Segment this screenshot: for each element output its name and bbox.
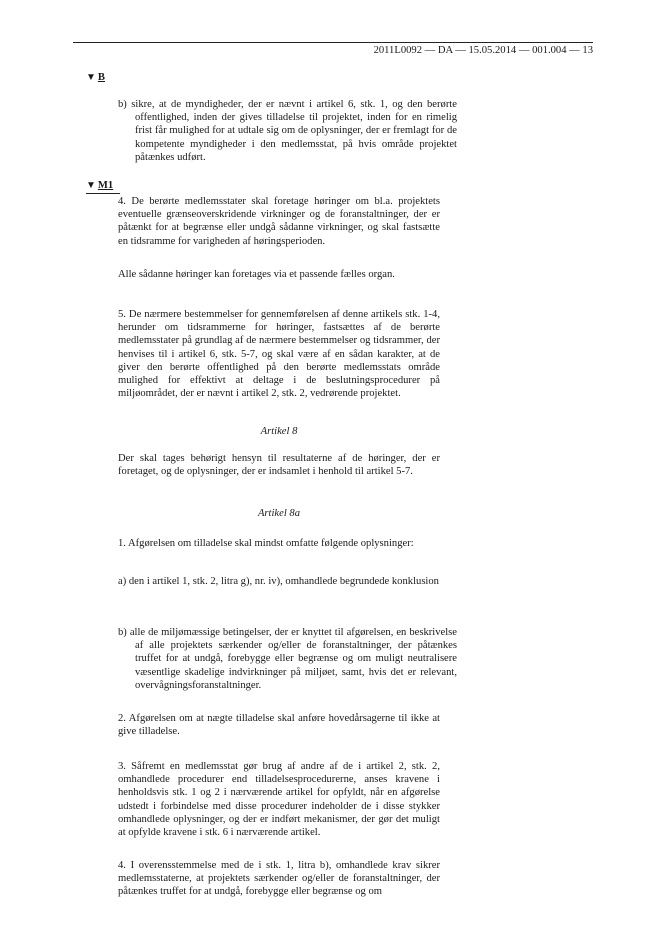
article-8a-title: Artikel 8a	[257, 508, 301, 519]
paragraph-8a-3: 3. Såfremt en medlemsstat gør brug af andre af de i artikel 2, stk. 2, omhandlede procedurer end tilladelsesprocedurerne, anses kravene i henholdsvis stk. 1 og 2 i nærværende artikel for opfyldt, når en afgørelse udstedt i forbindelse med disse procedurer indeholder de i disse stykker omhandlede oplysninger, og der er indført mekanismer, der gør det muligt at opfylde kravene i stk. 6 i nærværende artikel.	[118, 761, 440, 839]
paragraph-alle: Alle sådanne høringer kan foretages via et passende fælles organ.	[118, 269, 395, 280]
paragraph-8a-4: 4. I overensstemmelse med de i stk. 1, litra b), omhandlede krav sikrer medlemsstaterne, at projektets særkender og/eller de foranstaltninger, der påtænkes truffet for at undgå, forebygge eller begrænse og om	[118, 860, 440, 898]
paragraph-8a-b: b) alle de miljømæssige betingelser, der er knyttet til afgørelsen, en beskrivelse af alle projektets særkender og/eller de foranstaltninger, der påtænkes truffet for at undgå, forebygge eller begrænse og om muligt neutralisere væsentlige skadelige indvirkninger på miljøet, samt, hvis det er relevant, overvågningsforanstaltninger.	[118, 627, 457, 691]
paragraph-8a-a: a) den i artikel 1, stk. 2, litra g), nr. iv), omhandlede begrundede konklusion	[118, 576, 439, 587]
paragraph-art8: Der skal tages behørigt hensyn til resultaterne af de høringer, der er foretaget, og de oplysninger, der er indsamlet i henhold til artikel 5-7.	[118, 453, 440, 478]
document-header: 2011L0092 — DA — 15.05.2014 — 001.004 — 13	[373, 45, 593, 56]
marker-m1	[86, 180, 113, 191]
header-rule	[73, 42, 593, 43]
paragraph-b: b) sikre, at de myndigheder, der er nævnt i artikel 6, stk. 1, og den berørte offentlighed, inden der gives tilladelse til projektet, inden for en rimelig frist får mulighed for at udtale sig om de oplysninger, der er fremlagt for de kompetente myndigheder i den medlemsstat, på hvis område projektet påtænkes udført.	[118, 99, 457, 163]
triangle-down-icon: ▼	[86, 180, 96, 191]
paragraph-4: 4. De berørte medlemsstater skal foretage høringer om bl.a. projektets eventuelle grænseoverskridende virkninger og de foranstaltninger, der er påtænkt for at begrænse eller undgå sådanne virkninger, og skal fastsætte en tidsramme for varigheden af høringsperioden.	[118, 196, 440, 247]
marker-b	[86, 72, 105, 83]
paragraph-8a-1: 1. Afgørelsen om tilladelse skal mindst omfatte følgende oplysninger:	[118, 538, 414, 549]
article-8-title: Artikel 8	[260, 426, 298, 437]
marker-label: B	[97, 72, 105, 83]
marker-label: M1	[97, 180, 114, 191]
marker-rule	[86, 193, 120, 194]
paragraph-5: 5. De nærmere bestemmelser for gennemførelsen af denne artikels stk. 1-4, herunder om tidsrammerne for høringer, fastsættes af de berørte medlemsstater på grundlag af de nærmere bestemmelser og tidsrammer, der henvises til i artikel 6, stk. 5-7, og skal være af en sådan karakter, at de giver den berørte offentlighed på den berørte medlemsstats område mulighed for effektivt at deltage i de beslutningsprocedurer på miljøområdet, der er nævnt i artikel 2, stk. 2, vedrørende projektet.	[118, 309, 440, 400]
paragraph-8a-2: 2. Afgørelsen om at nægte tilladelse skal anføre hovedårsagerne til ikke at give tilladelse.	[118, 713, 440, 738]
triangle-down-icon: ▼	[86, 72, 96, 83]
